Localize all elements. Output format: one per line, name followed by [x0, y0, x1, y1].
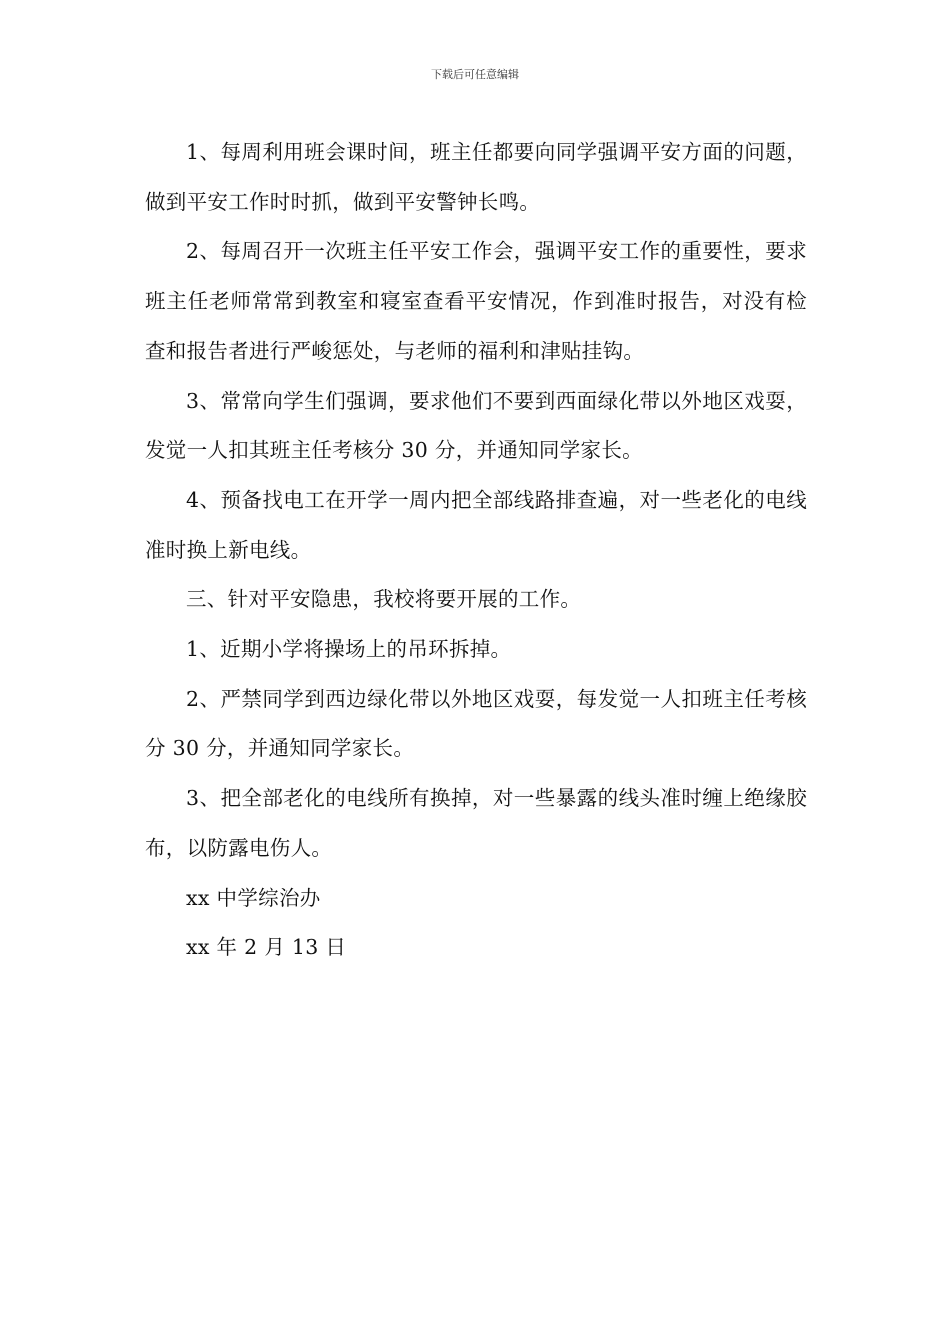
paragraph-teacher-meeting: 2、每周召开一次班主任平安工作会，强调平安工作的重要性，要求班主任老师常常到教室和寝室查看平安情况，作到准时报告，对没有检查和报告者进行严峻惩处，与老师的福利和津贴挂钩。 [145, 239, 807, 363]
section-heading-planned-work: 三、针对平安隐患，我校将要开展的工作。 [186, 587, 582, 612]
paragraph-safety-class-meeting: 1、每周利用班会课时间，班主任都要向同学强调平安方面的问题，做到平安工作时时抓，做到平安警钟长鸣。 [145, 140, 807, 214]
signature-date: xx 年 2 月 13 日 [186, 935, 347, 960]
page-header-note: 下载后可任意编辑 [431, 68, 519, 81]
document-body [145, 128, 807, 973]
paragraph-replace-wires: 3、把全部老化的电线所有换掉，对一些暴露的线头准时缠上绝缘胶布，以防露电伤人。 [145, 786, 807, 860]
paragraph-ban-west-area: 2、严禁同学到西边绿化带以外地区戏耍，每发觉一人扣班主任考核分 30 分，并通知同学家长。 [145, 686, 807, 761]
paragraph-green-belt-warning: 3、常常向学生们强调，要求他们不要到西面绿化带以外地区戏耍，发觉一人扣其班主任考核分 30 分，并通知同学家长。 [145, 388, 807, 463]
paragraph-wiring-inspection: 4、预备找电工在开学一周内把全部线路排查遍，对一些老化的电线准时换上新电线。 [145, 487, 807, 562]
signature-office: xx 中学综治办 [186, 885, 321, 910]
paragraph-remove-rings: 1、近期小学将操场上的吊环拆掉。 [186, 637, 512, 662]
